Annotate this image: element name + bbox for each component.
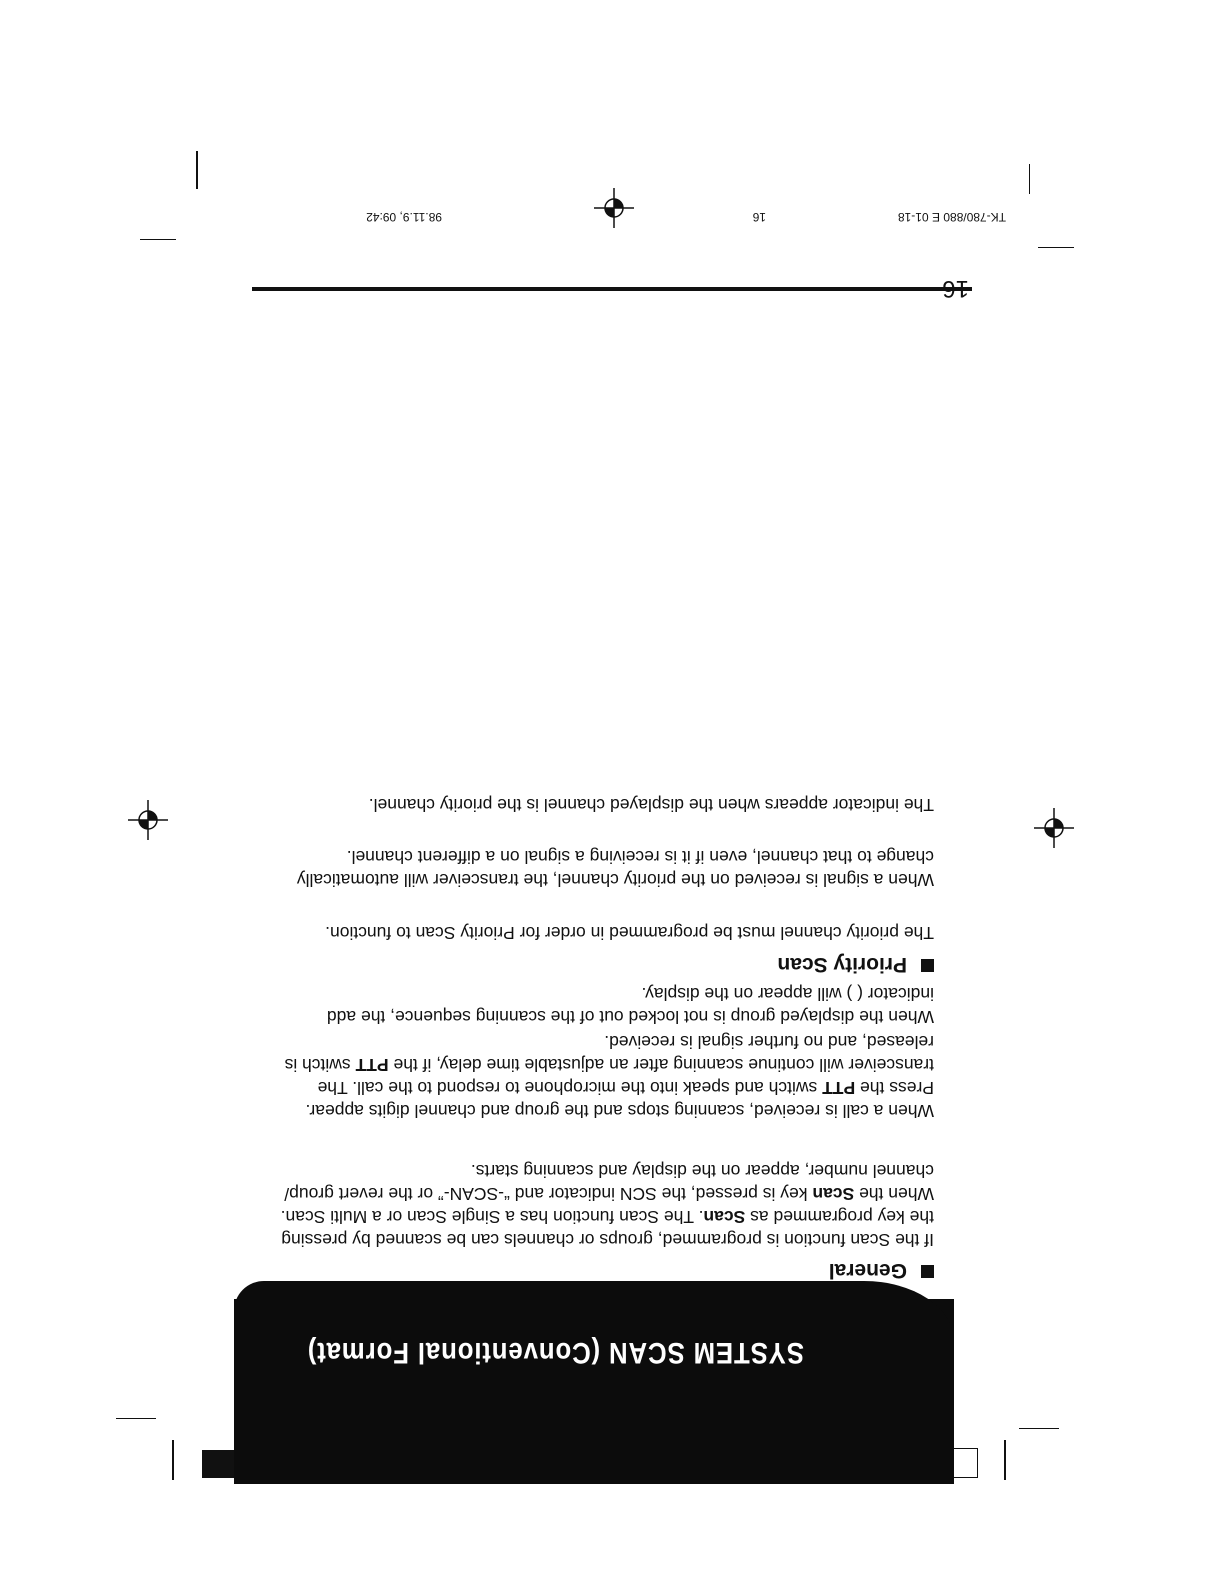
page-number: 16 xyxy=(942,275,969,302)
text-run: . The Scan function has a Single Scan or a Multi Scan. When the xyxy=(280,1184,934,1227)
square-bullet-icon xyxy=(921,959,934,972)
general-paragraph-2 xyxy=(274,1030,934,1122)
text-run: switch is released, and no further signal is received. xyxy=(284,1032,934,1075)
text-run: key is pressed, the SCN indicator and “-SCAN-” or the revert group/ channel number, appear on the display and scanning starts. xyxy=(284,1161,934,1204)
general-paragraph-1 xyxy=(274,1159,934,1251)
registration-square xyxy=(950,1448,978,1478)
print-slug-page: 16 xyxy=(752,210,766,224)
general-paragraph-3: When the displayed group is not locked out of the scanning sequence, the add indicator ( ) will appear on the display. xyxy=(326,984,934,1027)
section-heading-priority-scan xyxy=(777,952,934,976)
registration-target-icon xyxy=(128,800,168,840)
text-run: switch and speak into the microphone to respond to the call. The transceiver will continue scanning after an adjustable time delay, if the xyxy=(317,1055,934,1098)
footer-rule xyxy=(252,287,972,291)
key-label-ptt: PTT xyxy=(355,1055,389,1075)
crop-mark xyxy=(196,151,198,189)
text-run: When a call is received, scanning stops and the group and channel digits appear. Press the xyxy=(305,1078,934,1121)
section-heading-text: Priority Scan xyxy=(777,953,907,976)
square-bullet-icon xyxy=(921,1265,934,1278)
crop-mark xyxy=(1004,1440,1006,1480)
section-heading-general xyxy=(829,1258,934,1282)
registration-target-icon xyxy=(1034,808,1074,848)
priority-paragraph-3: The indicator appears when the displayed channel is the priority channel. xyxy=(368,795,934,815)
print-slug-date: 98.11.9, 09:42 xyxy=(366,210,442,224)
priority-paragraph-1: The priority channel must be programmed in order for Priority Scan to function. xyxy=(325,923,934,943)
page-title: SYSTEM SCAN (Conventional Format) xyxy=(306,1336,804,1369)
registration-target-icon xyxy=(594,188,634,228)
crop-mark xyxy=(1038,247,1074,248)
crop-mark xyxy=(116,1418,156,1419)
priority-paragraph-2: When a signal is received on the priority channel, the transceiver will automatically change to that channel, even if it is receiving a signal on a different channel. xyxy=(296,847,934,890)
print-slug-file: TK-780/880 E 01-18 xyxy=(897,210,1006,224)
crop-mark xyxy=(1019,1428,1059,1429)
key-label-ptt: PTT xyxy=(822,1078,856,1098)
crop-mark xyxy=(172,1440,174,1480)
title-banner-curve xyxy=(234,1281,954,1341)
title-banner xyxy=(234,1299,954,1484)
crop-mark xyxy=(1029,164,1030,194)
key-label-scan: Scan xyxy=(812,1184,855,1204)
crop-mark xyxy=(140,239,176,240)
key-label-scan: Scan xyxy=(703,1207,746,1227)
text-run: If the Scan function is programmed, groups or channels can be scanned by pressing the key programmed as xyxy=(281,1207,934,1250)
section-heading-text: General xyxy=(828,1259,907,1282)
